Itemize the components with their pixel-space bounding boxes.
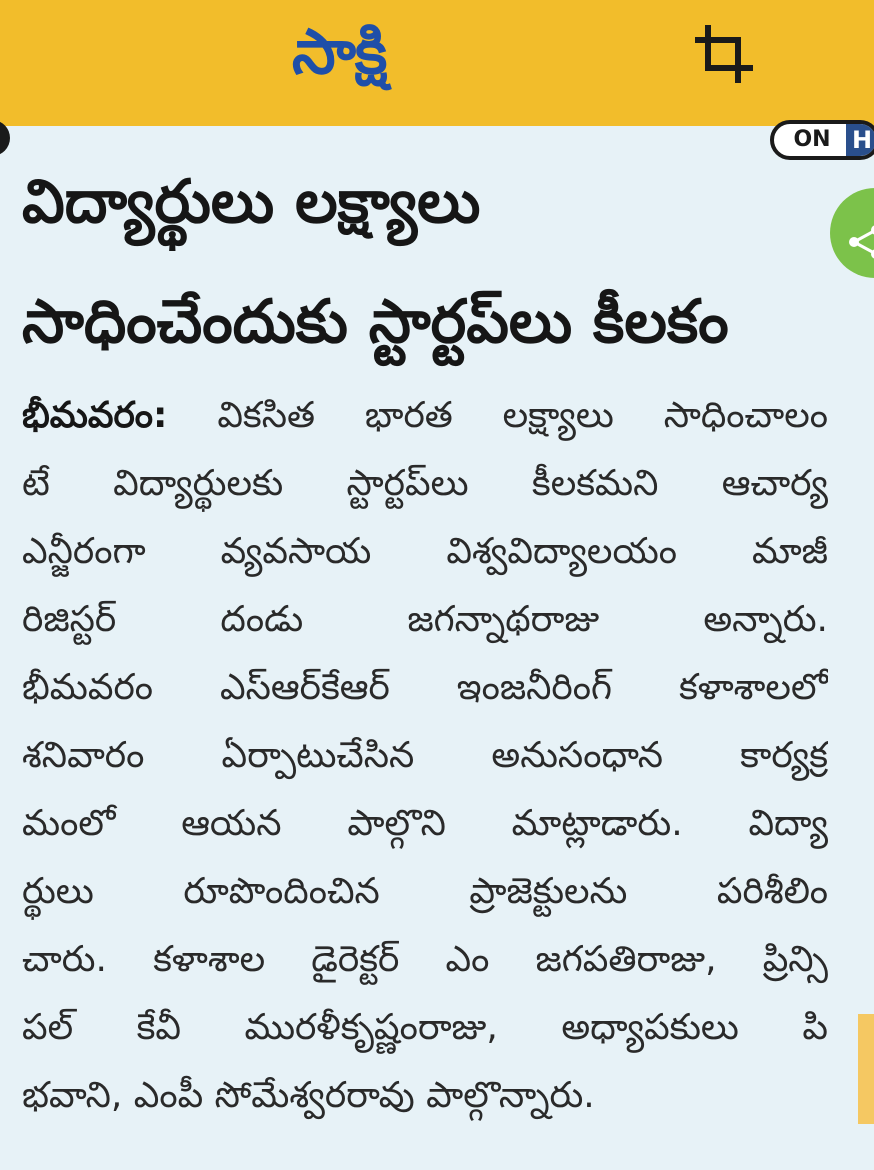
body-line-1	[22, 382, 828, 450]
body-line-10: పల్ కేవీ మురళీకృష్ణంరాజు, అధ్యాపకులు పి	[22, 1007, 828, 1048]
body-line-8: ర్థులు రూపొందించిన ప్రాజెక్టులను పరిశీలిం	[22, 871, 828, 912]
article-dateline: భీమవరం:	[22, 395, 168, 436]
on-badge-label: ON	[780, 126, 844, 154]
body-line-9: చారు. కళాశాల డైరెక్టర్ ఎం జగపతిరాజు, ప్రిన్సి	[22, 939, 828, 980]
sakshi-logo[interactable]: సాక్షి	[292, 15, 387, 88]
article-headline	[22, 142, 842, 382]
tv-badge-label: H	[846, 124, 874, 156]
body-line-11: భవాని, ఎంపీ సోమేశ్వరరావు పాల్గొన్నారు.	[22, 1075, 595, 1116]
body-line-1-text: వికసిత భారత లక్ష్యాలు సాధించాలం	[217, 395, 828, 436]
headline-line-2: సాధించేందుకు స్టార్టప్‌లు కీలకం	[22, 287, 729, 357]
app-header	[0, 0, 874, 126]
crop-icon[interactable]	[694, 22, 760, 88]
body-line-2: టే విద్యార్థులకు స్టార్టప్‌లు కీలకమని ఆచార్య	[22, 463, 828, 504]
body-line-6: శనివారం ఏర్పాటుచేసిన అనుసంధాన కార్యక్ర	[22, 735, 828, 776]
article-body	[22, 382, 828, 1130]
body-line-4: రిజిస్టర్ దండు జగన్నాథరాజు అన్నారు.	[22, 599, 828, 640]
side-scroll-tab[interactable]	[858, 1014, 874, 1124]
share-icon	[846, 222, 874, 262]
body-line-7: మంలో ఆయన పాల్గొని మాట్లాడారు. విద్యా	[22, 803, 828, 844]
body-line-5: భీమవరం ఎస్‌ఆర్‌కేఆర్ ఇంజనీరింగ్ కళాశాలలో	[22, 667, 828, 708]
headline-line-1: విద్యార్థులు లక్ష్యాలు	[22, 167, 481, 237]
body-line-3: ఎన్జీరంగా వ్యవసాయ విశ్వవిద్యాలయం మాజీ	[22, 531, 828, 572]
